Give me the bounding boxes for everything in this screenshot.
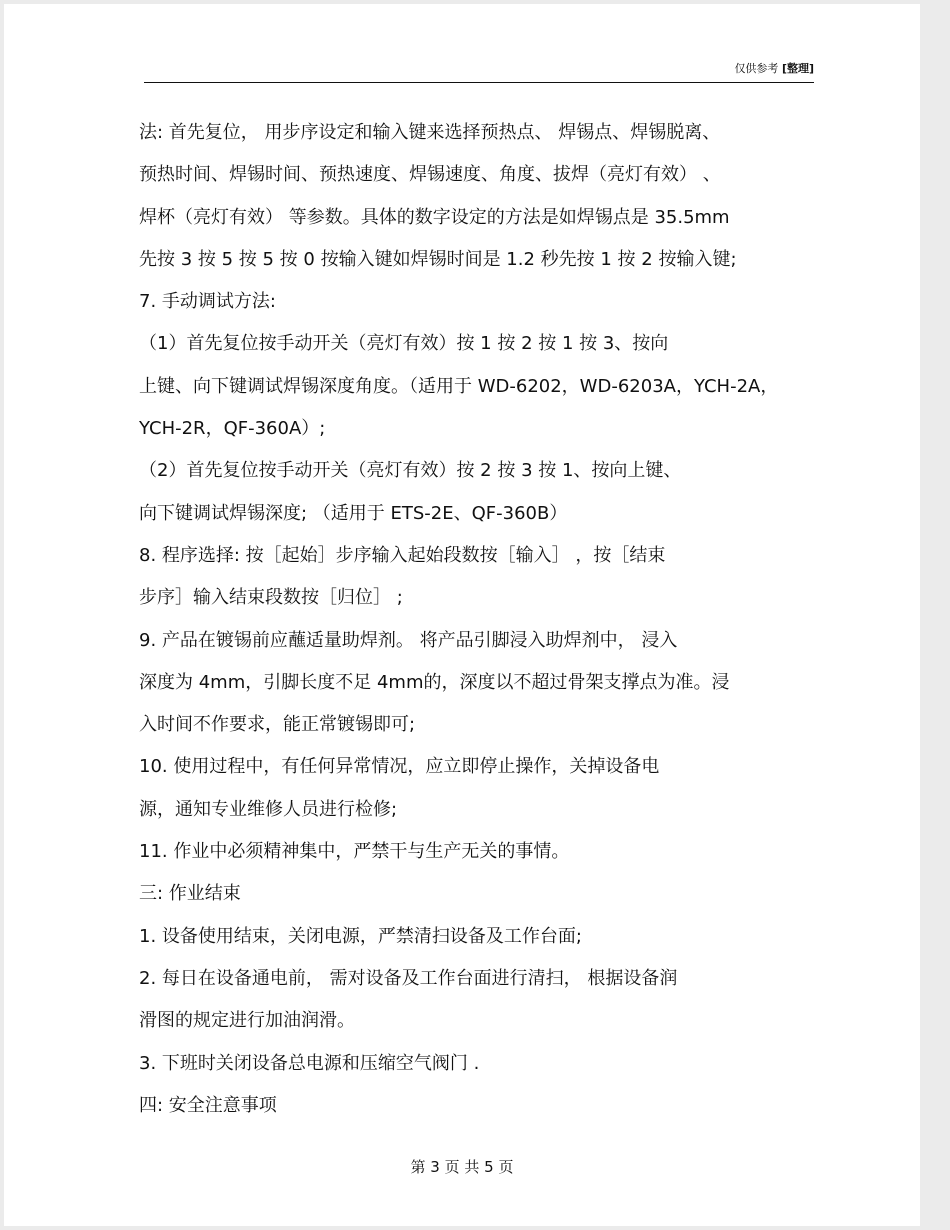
text-line: 2. 每日在设备通电前， 需对设备及工作台面进行清扫， 根据设备润 — [139, 967, 678, 989]
document-page — [4, 4, 920, 1226]
text-line: 9. 产品在镀锡前应蘸适量助焊剂。 将产品引脚浸入助焊剂中， 浸入 — [139, 629, 678, 651]
page-header — [144, 62, 814, 83]
text-line: 入时间不作要求，能正常镀锡即可; — [139, 714, 416, 736]
document-body — [139, 112, 829, 1127]
text-line: （2）首先复位按手动开关（亮灯有效）按 2 按 3 按 1、按向上键、 — [139, 460, 682, 482]
text-line: 预热时间、焊锡时间、预热速度、焊锡速度、角度、拔焊（亮灯有效） 、 — [139, 164, 721, 186]
text-line: 10. 使用过程中，有任何异常情况，应立即停止操作，关掉设备电 — [139, 756, 660, 778]
text-line: 步序］输入结束段数按［归位］ ; — [139, 587, 403, 609]
text-line: 向下键调试焊锡深度; （适用于 ETS-2E、QF-360B） — [139, 502, 568, 524]
text-line: 滑图的规定进行加油润滑。 — [139, 1010, 355, 1032]
text-line: 3. 下班时关闭设备总电源和压缩空气阀门 . — [139, 1052, 480, 1074]
section-heading: 三: 作业结束 — [139, 883, 241, 905]
text-line: YCH-2R，QF-360A）; — [139, 418, 326, 440]
text-line: 法: 首先复位， 用步序设定和输入键来选择预热点、 焊锡点、焊锡脱离、 — [139, 122, 721, 143]
header-text: 仅供参考 — [734, 62, 779, 75]
text-line: 上键、向下键调试焊锡深度角度。（适用于 WD-6202，WD-6203A，YCH-2A， — [139, 375, 779, 397]
text-line: 先按 3 按 5 按 5 按 0 按输入键如焊锡时间是 1.2 秒先按 1 按 2 按输入键; — [139, 248, 737, 270]
text-line: 深度为 4mm，引脚长度不足 4mm的，深度以不超过骨架支撑点为准。浸 — [139, 671, 730, 693]
text-line: 11. 作业中必须精神集中，严禁干与生产无关的事情。 — [139, 841, 570, 863]
page-footer: 第 3 页 共 5 页 — [410, 1158, 514, 1176]
text-line: 源，通知专业维修人员进行检修; — [139, 798, 398, 820]
text-line: 1. 设备使用结束，关闭电源，严禁清扫设备及工作台面; — [139, 925, 582, 947]
text-line: 焊杯（亮灯有效） 等参数。具体的数字设定的方法是如焊锡点是 35.5mm — [139, 206, 730, 228]
section-heading: 7. 手动调试方法: — [139, 291, 276, 313]
header-tag: [整理] — [781, 62, 814, 75]
text-line: （1）首先复位按手动开关（亮灯有效）按 1 按 2 按 1 按 3、按向 — [139, 333, 669, 355]
section-heading: 四: 安全注意事项 — [139, 1094, 277, 1116]
text-line: 8. 程序选择: 按［起始］步序输入起始段数按［输入］ ，按［结束 — [139, 544, 666, 566]
